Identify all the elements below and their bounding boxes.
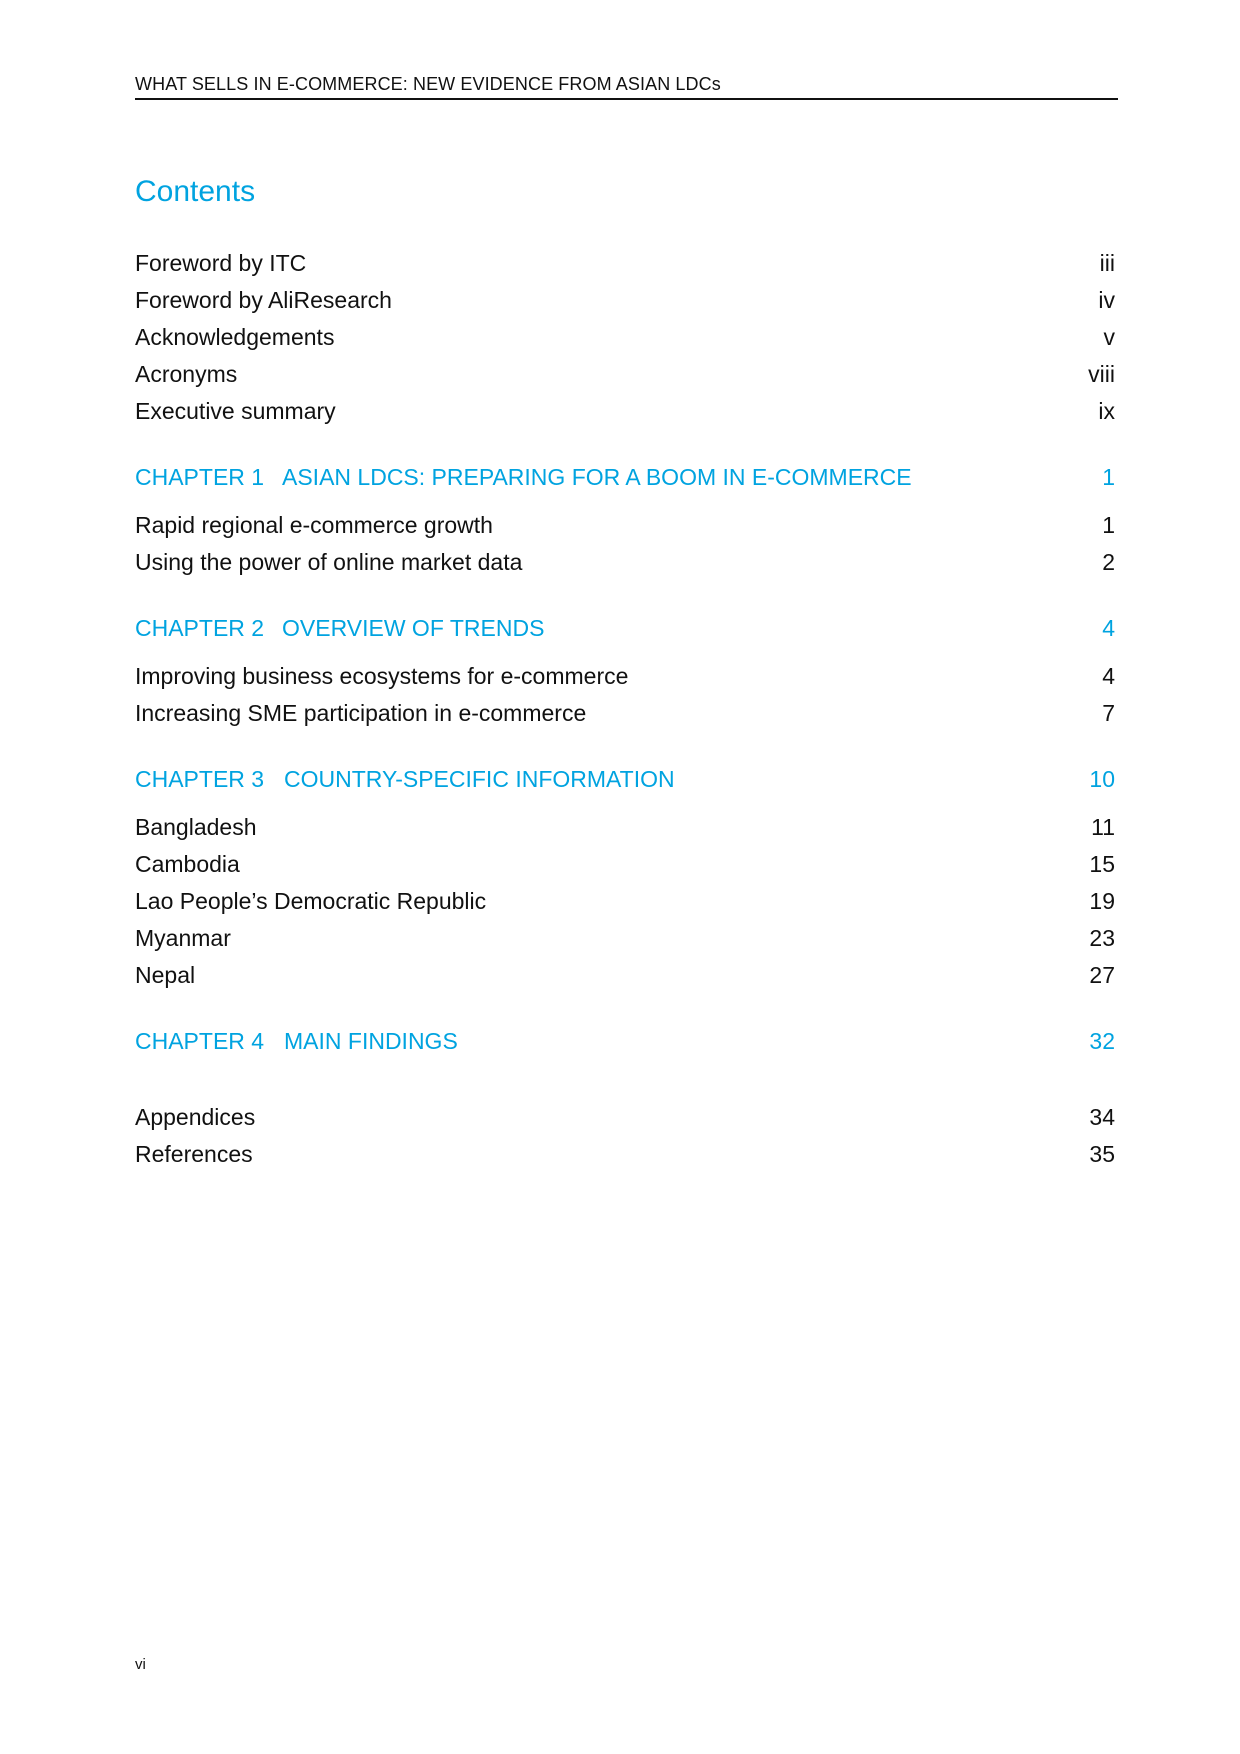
toc-entry-foreword-itc[interactable] [135,248,1115,278]
toc-entry-label: Using the power of online market data [135,549,523,575]
toc-entry-nepal[interactable] [135,960,1115,990]
chapter-number: CHAPTER 4 [135,1028,265,1054]
toc-entry-label: Lao People’s Democratic Republic [135,888,487,914]
toc-entry-page: viii [1088,361,1115,387]
toc-entry-label: Appendices [135,1104,256,1130]
toc-entry-label: Bangladesh [135,814,257,840]
toc-entry-sme-participation[interactable] [135,698,1115,728]
toc-entry-myanmar[interactable] [135,923,1115,953]
toc-chapter-1[interactable] [135,462,1115,492]
toc-entry-label: Increasing SME participation in e-commerce [135,700,587,726]
toc-entry-label: Acronyms [135,361,238,387]
toc-entry-label: References [135,1141,253,1167]
running-header: WHAT SELLS IN E-COMMERCE: NEW EVIDENCE FROM ASIAN LDCs [135,74,1118,100]
toc-entry-label: Foreword by AliResearch [135,287,392,313]
toc-entry-page: 1 [1102,512,1115,538]
toc-entry-page: 19 [1089,888,1115,914]
chapter-number: CHAPTER 2 [135,615,265,641]
toc-entry-appendices[interactable] [135,1102,1115,1132]
toc-entry-page: 23 [1089,925,1115,951]
toc-entry-page: 7 [1102,700,1115,726]
toc-entry-acronyms[interactable] [135,359,1115,389]
toc-entry-label: Acknowledgements [135,324,335,350]
chapter-title: ASIAN LDCS: PREPARING FOR A BOOM IN E-COMMERCE [282,464,912,490]
chapter-number: CHAPTER 3 [135,766,265,792]
toc-entry-page: v [1103,324,1115,350]
toc-entry-label: Myanmar [135,925,231,951]
toc-chapter-2[interactable] [135,613,1115,643]
chapter-number: CHAPTER 1 [135,464,265,490]
toc-entry-page: 27 [1089,962,1115,988]
chapter-title: OVERVIEW OF TRENDS [282,615,545,641]
contents-title: Contents [135,175,256,208]
toc-entry-acknowledgements[interactable] [135,322,1115,352]
toc-chapter-4[interactable] [135,1026,1115,1056]
toc-entry-label: Foreword by ITC [135,250,307,276]
chapter-page: 1 [1102,464,1115,490]
toc-entry-page: 35 [1089,1141,1115,1167]
toc-entry-lao-pdr[interactable] [135,886,1115,916]
toc-entry-executive-summary[interactable] [135,396,1115,426]
toc-entry-label: Rapid regional e-commerce growth [135,512,493,538]
toc-entry-page: 2 [1102,549,1115,575]
toc-entry-label: Improving business ecosystems for e-commerce [135,663,629,689]
toc-entry-page: 4 [1102,663,1115,689]
toc-entry-label: Cambodia [135,851,240,877]
toc-entry-label: Executive summary [135,398,336,424]
toc-entry-cambodia[interactable] [135,849,1115,879]
toc-entry-page: 15 [1089,851,1115,877]
toc-entry-page: iii [1099,250,1115,276]
chapter-page: 32 [1089,1028,1115,1054]
chapter-page: 4 [1102,615,1115,641]
toc-chapter-3[interactable] [135,764,1115,794]
toc-entry-page: ix [1098,398,1115,424]
chapter-title: COUNTRY-SPECIFIC INFORMATION [284,766,675,792]
toc-entry-page: iv [1098,287,1115,313]
toc-entry-label: Nepal [135,962,196,988]
toc-entry-foreword-aliresearch[interactable] [135,285,1115,315]
toc-entry-online-market-data[interactable] [135,547,1115,577]
toc-entry-page: 11 [1091,814,1115,840]
toc-entry-page: 34 [1089,1104,1115,1130]
toc-entry-regional-growth[interactable] [135,510,1115,540]
chapter-title: MAIN FINDINGS [284,1028,458,1054]
toc-entry-references[interactable] [135,1139,1115,1169]
page-number: vi [135,1656,146,1673]
chapter-page: 10 [1089,766,1115,792]
toc-entry-bangladesh[interactable] [135,812,1115,842]
toc-entry-business-ecosystems[interactable] [135,661,1115,691]
